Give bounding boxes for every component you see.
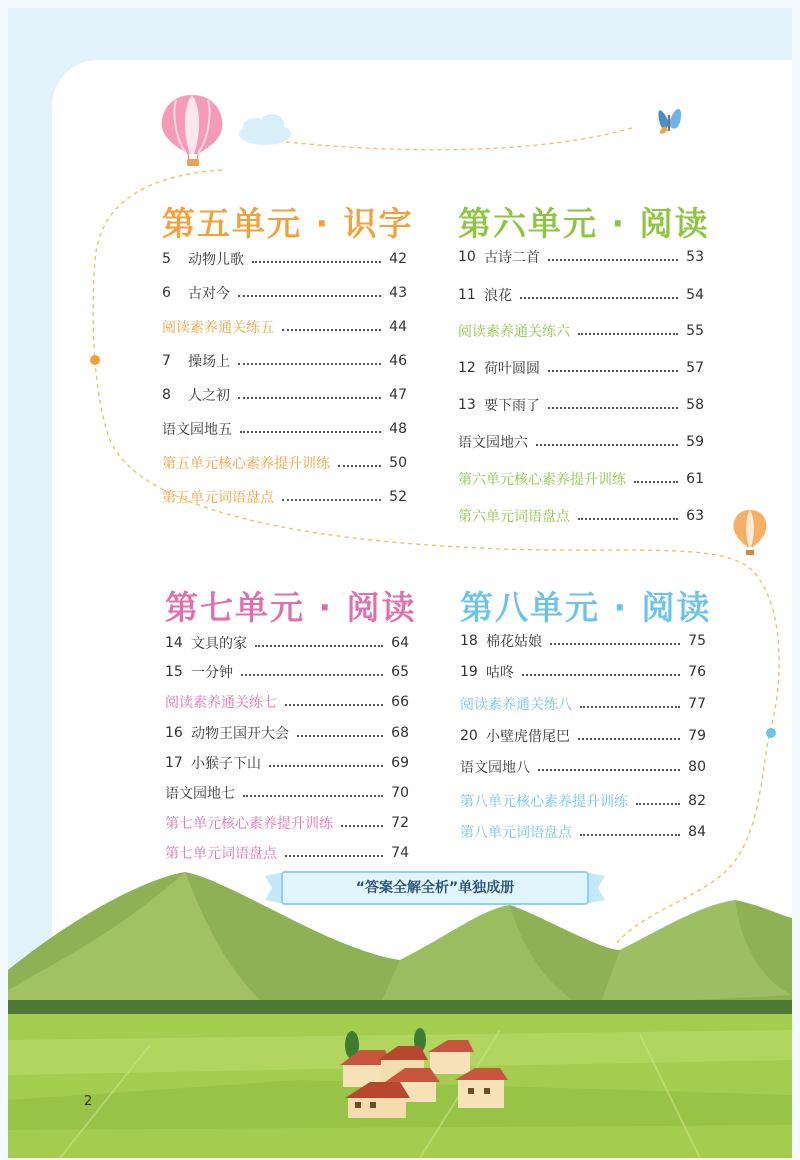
leader-dots xyxy=(269,765,383,767)
unit-title: 第六单元 · 阅读 xyxy=(458,204,710,243)
entry-label: 阅读素养通关练七 xyxy=(165,695,277,711)
leader-dots xyxy=(282,329,381,331)
toc-entry[interactable] xyxy=(165,840,409,866)
toc-entry[interactable] xyxy=(458,355,704,381)
entry-page: 61 xyxy=(686,471,704,487)
entry-label: 动物儿歌 xyxy=(188,252,244,268)
leader-dots xyxy=(243,795,383,797)
entry-page: 54 xyxy=(686,287,704,303)
leader-dots xyxy=(634,481,678,483)
unit-title: 第五单元 · 识字 xyxy=(162,204,414,243)
entry-number: 18 xyxy=(460,633,478,649)
entry-page: 68 xyxy=(391,725,409,741)
leader-dots xyxy=(548,370,678,372)
leader-dots xyxy=(282,499,381,501)
entry-label: 第八单元核心素养提升训练 xyxy=(460,794,628,810)
entry-label: 第八单元词语盘点 xyxy=(460,825,572,841)
banner-text: “答案全解全析”单独成册 xyxy=(355,880,515,896)
entry-page: 43 xyxy=(389,285,407,301)
leader-dots xyxy=(252,261,381,263)
entry-page: 66 xyxy=(391,694,409,710)
entry-label: 棉花姑娘 xyxy=(486,634,542,650)
entry-label: 第六单元词语盘点 xyxy=(458,509,570,525)
leader-dots xyxy=(580,706,680,708)
entry-number: 20 xyxy=(460,728,478,744)
hot-air-balloon-icon xyxy=(162,95,223,166)
toc-entry[interactable] xyxy=(165,780,409,806)
cloud-icon xyxy=(239,114,291,145)
leader-dots xyxy=(580,834,680,836)
entry-label: 第五单元核心素养提升训练 xyxy=(162,456,330,472)
entry-number: 7 xyxy=(162,353,171,369)
toc-entry[interactable] xyxy=(165,659,409,685)
entry-label: 小猴子下山 xyxy=(191,756,261,772)
toc-entry[interactable] xyxy=(165,750,409,776)
toc-entry[interactable] xyxy=(162,246,407,272)
leader-dots xyxy=(238,397,381,399)
toc-entry[interactable] xyxy=(460,628,706,654)
entry-page: 84 xyxy=(688,824,706,840)
entry-label: 小壁虎借尾巴 xyxy=(486,729,570,745)
entry-label: 人之初 xyxy=(188,388,230,404)
leader-dots xyxy=(520,297,678,299)
toc-entry[interactable] xyxy=(460,659,706,685)
entry-label: 古对今 xyxy=(188,286,230,302)
entry-page: 46 xyxy=(389,353,407,369)
toc-entry[interactable] xyxy=(460,723,706,749)
entry-label: 一分钟 xyxy=(191,665,233,681)
entry-page: 57 xyxy=(686,360,704,376)
entry-label: 操场上 xyxy=(188,354,230,370)
entry-page: 58 xyxy=(686,397,704,413)
entry-number: 10 xyxy=(458,249,476,265)
path-dot-blue xyxy=(766,728,776,738)
toc-entry[interactable] xyxy=(162,382,407,408)
entry-page: 64 xyxy=(391,635,409,651)
leader-dots xyxy=(241,674,383,676)
leader-dots xyxy=(255,645,383,647)
entry-page: 76 xyxy=(688,664,706,680)
entry-page: 77 xyxy=(688,696,706,712)
leader-dots xyxy=(285,855,383,857)
toc-entry[interactable] xyxy=(458,429,704,455)
entry-label: 第五单元词语盘点 xyxy=(162,490,274,506)
leader-dots xyxy=(341,825,383,827)
unit-title: 第八单元 · 阅读 xyxy=(460,588,712,627)
entry-label: 动物王国开大会 xyxy=(191,726,289,742)
entry-number: 5 xyxy=(162,251,171,267)
entry-number: 19 xyxy=(460,664,478,680)
toc-entry[interactable] xyxy=(460,691,706,717)
leader-dots xyxy=(548,259,678,261)
entry-label: 第七单元词语盘点 xyxy=(165,846,277,862)
entry-number: 12 xyxy=(458,360,476,376)
answer-banner xyxy=(270,872,600,904)
entry-number: 17 xyxy=(165,755,183,771)
toc-entry[interactable] xyxy=(162,314,407,340)
entry-label: 咕咚 xyxy=(486,665,514,681)
path-dot-orange xyxy=(90,355,100,365)
leader-dots xyxy=(548,407,678,409)
toc-entry[interactable] xyxy=(460,754,706,780)
leader-dots xyxy=(578,518,678,520)
entry-page: 70 xyxy=(391,785,409,801)
toc-entry[interactable] xyxy=(165,630,409,656)
entry-number: 14 xyxy=(165,635,183,651)
entry-page: 55 xyxy=(686,323,704,339)
entry-label: 阅读素养通关练六 xyxy=(458,324,570,340)
toc-entry[interactable] xyxy=(458,318,704,344)
toc-entry[interactable] xyxy=(460,819,706,845)
leader-dots xyxy=(238,363,381,365)
entry-page: 65 xyxy=(391,664,409,680)
leader-dots xyxy=(538,769,680,771)
leader-dots xyxy=(238,295,381,297)
toc-entry[interactable] xyxy=(162,450,407,476)
entry-number: 8 xyxy=(162,387,171,403)
toc-entry[interactable] xyxy=(162,280,407,306)
toc-entry[interactable] xyxy=(165,810,409,836)
leader-dots xyxy=(297,735,383,737)
entry-number: 13 xyxy=(458,397,476,413)
entry-page: 52 xyxy=(389,489,407,505)
leader-dots xyxy=(285,704,383,706)
unit-title: 第七单元 · 阅读 xyxy=(165,588,417,627)
toc-entry[interactable] xyxy=(458,282,704,308)
entry-label: 语文园地六 xyxy=(458,435,528,451)
leader-dots xyxy=(636,803,680,805)
entry-label: 文具的家 xyxy=(191,636,247,652)
entry-label: 语文园地七 xyxy=(165,786,235,802)
entry-page: 75 xyxy=(688,633,706,649)
toc-entry[interactable] xyxy=(458,503,704,529)
entry-label: 阅读素养通关练八 xyxy=(460,697,572,713)
entry-number: 6 xyxy=(162,285,171,301)
entry-label: 浪花 xyxy=(484,288,512,304)
toc-entry[interactable] xyxy=(162,348,407,374)
leader-dots xyxy=(550,643,680,645)
entry-label: 语文园地五 xyxy=(162,422,232,438)
entry-label: 古诗二首 xyxy=(484,250,540,266)
toc-entry[interactable] xyxy=(458,244,704,270)
toc-entry[interactable] xyxy=(460,788,706,814)
entry-page: 72 xyxy=(391,815,409,831)
entry-number: 15 xyxy=(165,664,183,680)
entry-page: 50 xyxy=(389,455,407,471)
leader-dots xyxy=(240,431,381,433)
leader-dots xyxy=(522,674,680,676)
entry-page: 59 xyxy=(686,434,704,450)
entry-label: 第六单元核心素养提升训练 xyxy=(458,472,626,488)
entry-page: 82 xyxy=(688,793,706,809)
toc-entry[interactable] xyxy=(162,416,407,442)
entry-page: 47 xyxy=(389,387,407,403)
entry-page: 80 xyxy=(688,759,706,775)
entry-page: 74 xyxy=(391,845,409,861)
entry-label: 要下雨了 xyxy=(484,398,540,414)
toc-entry[interactable] xyxy=(165,689,409,715)
entry-number: 11 xyxy=(458,287,476,303)
entry-page: 44 xyxy=(389,319,407,335)
leader-dots xyxy=(578,333,678,335)
entry-page: 69 xyxy=(391,755,409,771)
entry-page: 42 xyxy=(389,251,407,267)
toc-entry[interactable] xyxy=(165,720,409,746)
page-number: 2 xyxy=(84,1094,93,1109)
small-balloon-icon xyxy=(734,510,767,555)
entry-label: 阅读素养通关练五 xyxy=(162,320,274,336)
entry-label: 语文园地八 xyxy=(460,760,530,776)
toc-entry[interactable] xyxy=(458,392,704,418)
toc-entry[interactable] xyxy=(458,466,704,492)
entry-page: 53 xyxy=(686,249,704,265)
toc-entry[interactable] xyxy=(162,484,407,510)
leader-dots xyxy=(578,738,680,740)
entry-number: 16 xyxy=(165,725,183,741)
entry-label: 荷叶圆圆 xyxy=(484,361,540,377)
entry-page: 79 xyxy=(688,728,706,744)
entry-label: 第七单元核心素养提升训练 xyxy=(165,816,333,832)
leader-dots xyxy=(536,444,678,446)
butterfly-icon xyxy=(658,109,681,134)
leader-dots xyxy=(338,465,381,467)
entry-page: 63 xyxy=(686,508,704,524)
dashed-path-top xyxy=(270,128,632,150)
entry-page: 48 xyxy=(389,421,407,437)
